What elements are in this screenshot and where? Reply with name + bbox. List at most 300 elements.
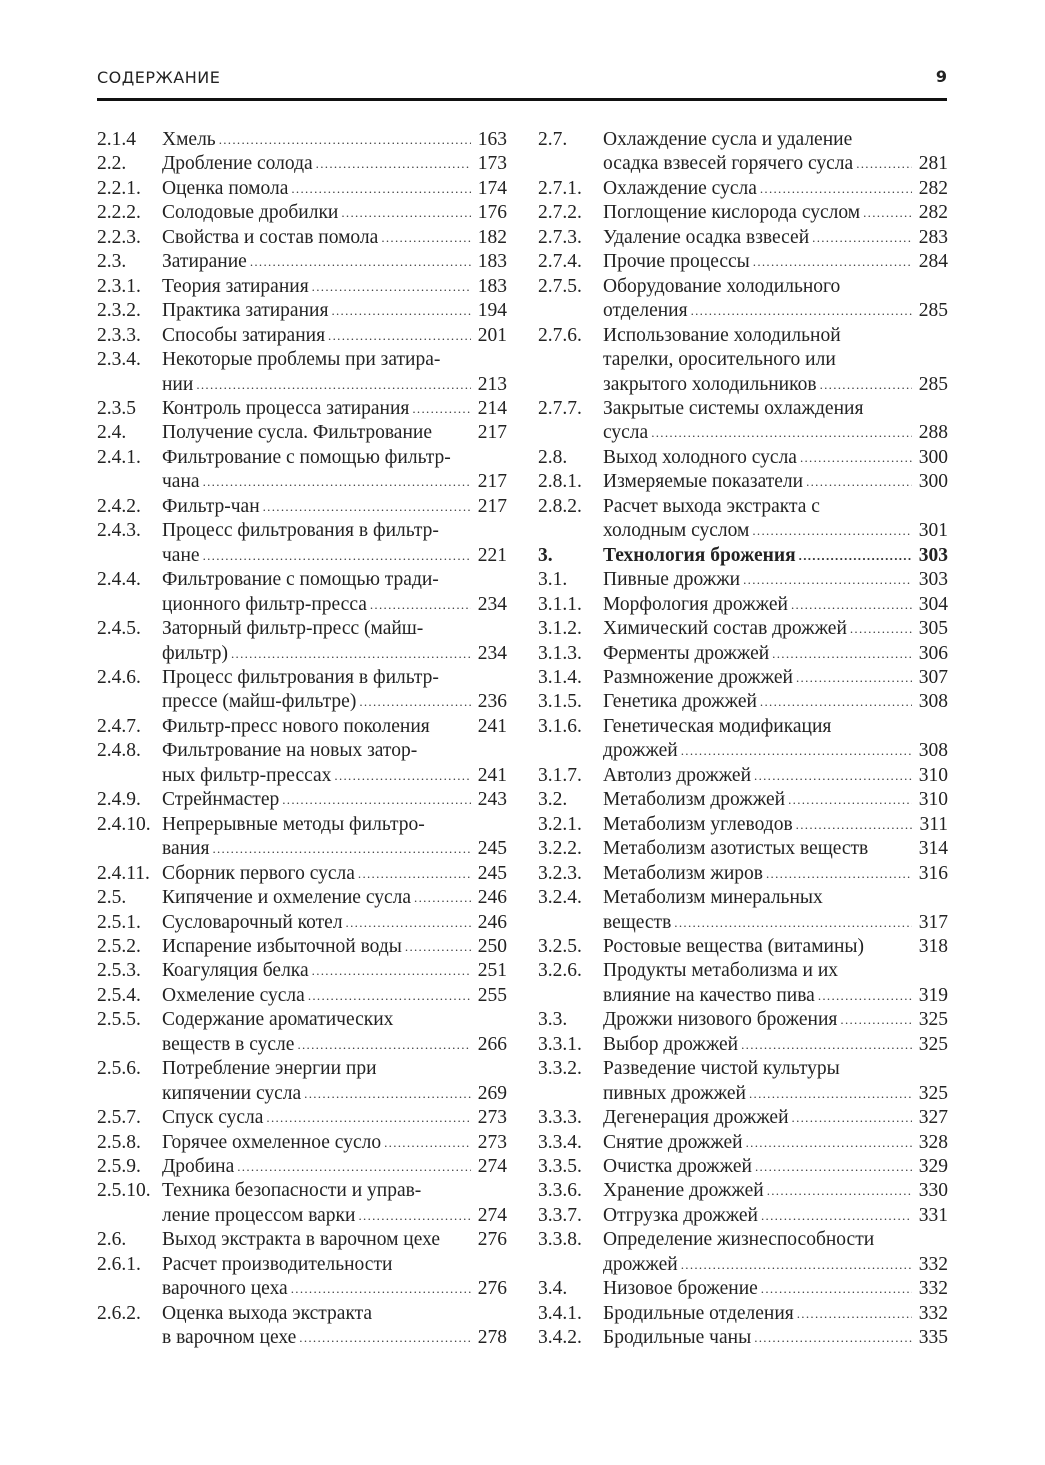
dot-leader xyxy=(370,593,471,617)
title-last-line xyxy=(603,984,948,1008)
page-ref: 328 xyxy=(918,1131,948,1153)
entry-title xyxy=(162,201,507,225)
section-number: 2.4.4. xyxy=(97,569,141,591)
page-ref: 269 xyxy=(477,1082,507,1104)
section-number: 2.4.9. xyxy=(97,789,141,811)
entry-title xyxy=(162,666,507,715)
toc-entry[interactable] xyxy=(538,764,948,788)
title-line: Испарение избыточной воды xyxy=(162,935,402,957)
dot-leader xyxy=(788,788,912,812)
toc-entry[interactable] xyxy=(538,1302,948,1326)
title-last-line xyxy=(162,1082,507,1106)
dot-leader xyxy=(405,935,471,959)
title-line: Поглощение кислорода суслом xyxy=(603,202,861,224)
title-line: Затирание xyxy=(162,251,247,273)
page-ref: 282 xyxy=(918,202,948,224)
title-line: Выход холодного сусла xyxy=(603,446,797,468)
section-number: 2.4.5. xyxy=(97,618,141,640)
toc-entry[interactable] xyxy=(538,935,948,959)
page-ref: 173 xyxy=(477,153,507,175)
title-line: Коагуляция белка xyxy=(162,960,309,982)
page-ref: 311 xyxy=(919,813,948,835)
section-number: 2.5.1. xyxy=(97,911,141,933)
entry-title xyxy=(603,935,948,959)
toc-entry[interactable] xyxy=(538,397,948,446)
title-last-line xyxy=(603,1179,948,1203)
title-last-line xyxy=(603,152,948,176)
section-number: 3.3.3. xyxy=(538,1107,582,1129)
page-ref: 274 xyxy=(477,1204,507,1226)
entry-title xyxy=(603,201,948,225)
page-ref: 331 xyxy=(918,1204,948,1226)
toc-entry[interactable] xyxy=(538,666,948,690)
page-ref: 274 xyxy=(477,1156,507,1178)
entry-title xyxy=(603,666,948,690)
dot-leader xyxy=(761,1277,912,1301)
entry-title xyxy=(603,959,948,1008)
page-ref: 194 xyxy=(477,300,507,322)
section-number: 3.1.7. xyxy=(538,764,582,786)
title-line: ционного фильтр-пресса xyxy=(162,593,367,615)
title-last-line xyxy=(162,764,507,788)
title-line: Дрожжи низового брожения xyxy=(603,1009,838,1031)
toc-entry[interactable] xyxy=(97,299,507,323)
entry-title xyxy=(162,568,507,617)
page-ref: 246 xyxy=(477,887,507,909)
dot-leader xyxy=(358,1204,471,1228)
entry-title xyxy=(162,250,507,274)
title-line: Ферменты дрожжей xyxy=(603,642,770,664)
toc-entry[interactable] xyxy=(97,1228,507,1252)
section-number: 3.1. xyxy=(538,569,568,591)
title-line: Оборудование холодильного xyxy=(603,275,841,297)
toc-entry[interactable] xyxy=(97,250,507,274)
dot-leader xyxy=(743,568,912,592)
page-ref: 183 xyxy=(477,275,507,297)
title-line: Непрерывные методы фильтро- xyxy=(162,813,425,835)
title-last-line xyxy=(162,886,507,910)
toc-entry[interactable] xyxy=(538,1179,948,1203)
title-last-line xyxy=(162,715,507,739)
toc-entry[interactable] xyxy=(97,813,507,862)
title-last-line xyxy=(162,1204,507,1228)
title-line: нии xyxy=(162,373,194,395)
toc-entry[interactable] xyxy=(97,446,507,495)
entry-title xyxy=(603,226,948,250)
title-last-line xyxy=(162,984,507,1008)
page-ref: 319 xyxy=(918,984,948,1006)
toc-entry[interactable] xyxy=(538,495,948,544)
toc-entry[interactable] xyxy=(97,1302,507,1351)
title-last-line xyxy=(162,642,507,666)
entry-title xyxy=(162,813,507,862)
section-number: 2.7.7. xyxy=(538,397,582,419)
page-ref: 241 xyxy=(477,715,507,737)
title-last-line xyxy=(162,152,507,176)
toc-entry[interactable] xyxy=(538,1155,948,1179)
section-number: 2.7. xyxy=(538,129,568,150)
title-line: Метаболизм минеральных xyxy=(603,887,823,909)
entry-title xyxy=(162,739,507,788)
toc-entry[interactable] xyxy=(538,324,948,397)
entry-title xyxy=(603,397,948,446)
dot-leader xyxy=(796,813,912,837)
section-number: 2.1.4 xyxy=(97,129,136,150)
toc-entry[interactable] xyxy=(538,470,948,494)
dot-leader xyxy=(818,984,912,1008)
title-line: Фильтрование на новых затор- xyxy=(162,740,418,762)
dot-leader xyxy=(282,788,471,812)
entry-title xyxy=(162,275,507,299)
title-line: Стрейнмастер xyxy=(162,789,280,811)
page-ref: 281 xyxy=(918,153,948,175)
section-number: 2.7.1. xyxy=(538,177,582,199)
toc-entry[interactable] xyxy=(97,666,507,715)
toc-entry[interactable] xyxy=(538,690,948,714)
dot-leader xyxy=(812,226,912,250)
title-line: Техника безопасности и управ- xyxy=(162,1180,422,1202)
dot-leader xyxy=(412,397,471,421)
page-ref: 285 xyxy=(918,373,948,395)
title-last-line xyxy=(603,1326,948,1350)
toc-entry[interactable] xyxy=(97,421,507,445)
dot-leader xyxy=(237,1155,471,1179)
toc-entry[interactable] xyxy=(538,568,948,592)
entry-title xyxy=(162,495,507,519)
page-ref: 163 xyxy=(477,129,507,150)
toc-entry[interactable] xyxy=(538,275,948,324)
toc-entry[interactable] xyxy=(97,1008,507,1057)
toc-entry[interactable] xyxy=(97,1179,507,1228)
dot-leader xyxy=(346,911,471,935)
title-last-line xyxy=(603,1008,948,1032)
page-ref: 335 xyxy=(918,1327,948,1349)
toc-entry[interactable] xyxy=(538,593,948,617)
page-ref: 214 xyxy=(477,397,507,419)
toc-entry[interactable] xyxy=(97,519,507,568)
toc-entry[interactable] xyxy=(97,935,507,959)
page-ref: 201 xyxy=(477,324,507,346)
toc-entry[interactable] xyxy=(538,862,948,886)
title-line: Продукты метаболизма и их xyxy=(603,960,839,982)
dot-leader xyxy=(203,470,471,494)
toc-entry[interactable] xyxy=(97,959,507,983)
title-line: Фильтрование с помощью фильтр- xyxy=(162,446,451,468)
section-number: 3.2.1. xyxy=(538,813,582,835)
entry-title xyxy=(603,593,948,617)
toc-entry[interactable] xyxy=(97,1253,507,1302)
toc-entry[interactable] xyxy=(538,1057,948,1106)
toc-entry[interactable] xyxy=(538,788,948,812)
toc-entry[interactable] xyxy=(538,1008,948,1032)
title-last-line xyxy=(603,1155,948,1179)
section-number: 2.7.6. xyxy=(538,324,582,346)
dot-leader xyxy=(691,299,912,323)
toc-entry[interactable] xyxy=(538,1033,948,1057)
title-last-line xyxy=(162,128,507,152)
dot-leader xyxy=(331,299,471,323)
title-line: Оценка помола xyxy=(162,177,289,199)
title-line: Дробина xyxy=(162,1156,235,1178)
title-line: Охлаждение сусла и удаление xyxy=(603,129,853,150)
title-last-line xyxy=(603,226,948,250)
toc-entry[interactable] xyxy=(538,177,948,201)
toc-entry[interactable] xyxy=(97,177,507,201)
toc-column-left xyxy=(97,128,507,1351)
page-ref: 176 xyxy=(477,202,507,224)
section-number: 3.2.4. xyxy=(538,887,582,909)
page-ref: 182 xyxy=(477,226,507,248)
section-number: 2.5. xyxy=(97,887,127,909)
page-ref: 316 xyxy=(918,862,948,884)
section-number: 3.2.2. xyxy=(538,838,582,860)
dot-leader xyxy=(291,1277,471,1301)
toc-entry[interactable] xyxy=(538,201,948,225)
title-last-line xyxy=(603,1082,948,1106)
dot-leader xyxy=(754,764,912,788)
page-ref: 213 xyxy=(477,373,507,395)
page-ref: 278 xyxy=(477,1327,507,1349)
dot-leader xyxy=(681,739,912,763)
page-ref: 283 xyxy=(918,226,948,248)
section-number: 3. xyxy=(538,544,553,566)
toc-entry[interactable] xyxy=(97,1106,507,1130)
title-last-line xyxy=(162,1326,507,1350)
title-line: Очистка дрожжей xyxy=(603,1156,752,1178)
toc-entry[interactable] xyxy=(538,1228,948,1277)
toc-entry[interactable] xyxy=(538,837,948,861)
entry-title xyxy=(603,788,948,812)
page-ref: 310 xyxy=(918,789,948,811)
section-number: 2.7.4. xyxy=(538,251,582,273)
dot-leader xyxy=(328,324,471,348)
entry-title xyxy=(162,226,507,250)
section-number: 3.3. xyxy=(538,1009,568,1031)
toc-entry[interactable] xyxy=(97,739,507,788)
title-last-line xyxy=(162,421,507,445)
toc-entry[interactable] xyxy=(97,324,507,348)
toc-entry[interactable] xyxy=(97,886,507,910)
dot-leader xyxy=(381,226,471,250)
dot-leader xyxy=(760,690,912,714)
section-number: 3.3.5. xyxy=(538,1156,582,1178)
toc-entry[interactable] xyxy=(97,617,507,666)
section-number: 2.5.5. xyxy=(97,1009,141,1031)
dot-leader xyxy=(767,1179,912,1203)
toc-entry[interactable] xyxy=(97,984,507,1008)
toc-entry[interactable] xyxy=(538,226,948,250)
section-number: 3.2.5. xyxy=(538,935,582,957)
entry-title xyxy=(603,324,948,397)
toc-entry[interactable] xyxy=(538,544,948,568)
toc-entry[interactable] xyxy=(538,1204,948,1228)
section-number: 2.2.3. xyxy=(97,226,141,248)
dot-leader xyxy=(752,519,912,543)
dot-leader xyxy=(799,544,912,568)
toc-entry[interactable] xyxy=(538,128,948,177)
entry-title xyxy=(603,1155,948,1179)
section-number: 2.3.4. xyxy=(97,349,141,371)
section-number: 2.5.2. xyxy=(97,935,141,957)
section-number: 2.5.7. xyxy=(97,1107,141,1129)
title-line: Хмель xyxy=(162,129,216,150)
page-ref: 303 xyxy=(918,569,948,591)
page-ref: 174 xyxy=(477,177,507,199)
toc-entry[interactable] xyxy=(97,201,507,225)
title-line: Содержание ароматических xyxy=(162,1009,394,1031)
entry-title xyxy=(162,911,507,935)
page-ref: 303 xyxy=(918,544,948,566)
dot-leader xyxy=(312,275,471,299)
title-last-line xyxy=(162,593,507,617)
title-line: Бродильные чаны xyxy=(603,1327,752,1349)
entry-title xyxy=(162,984,507,1008)
title-line: Метаболизм жиров xyxy=(603,862,763,884)
section-number: 3.3.4. xyxy=(538,1131,582,1153)
section-number: 2.4.2. xyxy=(97,495,141,517)
section-number: 2.4. xyxy=(97,422,127,444)
dot-leader xyxy=(840,1008,912,1032)
title-line: Дробление солода xyxy=(162,153,313,175)
title-last-line xyxy=(162,299,507,323)
dot-leader xyxy=(800,446,912,470)
dot-leader xyxy=(797,1302,912,1326)
page-ref: 300 xyxy=(918,471,948,493)
title-last-line xyxy=(603,373,948,397)
page-ref: 325 xyxy=(918,1009,948,1031)
section-number: 2.4.7. xyxy=(97,715,141,737)
title-line: Охлаждение сусла xyxy=(603,177,757,199)
toc-entry[interactable] xyxy=(97,128,507,152)
dot-leader xyxy=(741,1033,912,1057)
page-ref: 245 xyxy=(477,862,507,884)
page-ref: 183 xyxy=(477,251,507,273)
title-line: Потребление энергии при xyxy=(162,1058,377,1080)
page-ref: 285 xyxy=(918,300,948,322)
entry-title xyxy=(603,1057,948,1106)
toc-entry[interactable] xyxy=(97,862,507,886)
page-ref: 217 xyxy=(477,422,507,444)
page-ref: 273 xyxy=(477,1107,507,1129)
title-last-line xyxy=(603,446,948,470)
title-last-line xyxy=(162,1106,507,1130)
dot-leader xyxy=(291,177,471,201)
title-line: веществ в сусле xyxy=(162,1033,295,1055)
toc-entry[interactable] xyxy=(538,1277,948,1301)
toc-entry[interactable] xyxy=(97,1155,507,1179)
title-last-line xyxy=(162,935,507,959)
toc-entry[interactable] xyxy=(538,1106,948,1130)
title-last-line xyxy=(603,544,948,568)
dot-leader xyxy=(674,911,912,935)
title-line: Размножение дрожжей xyxy=(603,666,793,688)
toc-entry[interactable] xyxy=(538,1326,948,1350)
toc-entry[interactable] xyxy=(538,642,948,666)
toc-entry[interactable] xyxy=(538,886,948,935)
title-last-line xyxy=(162,1228,507,1252)
entry-title xyxy=(162,397,507,421)
page-ref: 246 xyxy=(477,911,507,933)
toc-entry[interactable] xyxy=(538,1131,948,1155)
toc-entry[interactable] xyxy=(97,397,507,421)
toc-entry[interactable] xyxy=(97,152,507,176)
entry-title xyxy=(162,348,507,397)
dot-leader xyxy=(297,1033,471,1057)
entry-title xyxy=(603,1131,948,1155)
toc-entry[interactable] xyxy=(97,1057,507,1106)
entry-title xyxy=(162,788,507,812)
title-line: Бродильные отделения xyxy=(603,1302,794,1324)
toc-entry[interactable] xyxy=(97,1131,507,1155)
toc-entry[interactable] xyxy=(97,275,507,299)
entry-title xyxy=(603,886,948,935)
dot-leader xyxy=(212,837,471,861)
dot-leader xyxy=(359,690,471,714)
toc-entry[interactable] xyxy=(538,813,948,837)
section-number: 2.7.3. xyxy=(538,226,582,248)
page-ref: 236 xyxy=(477,691,507,713)
toc-entry[interactable] xyxy=(538,959,948,1008)
title-last-line xyxy=(162,226,507,250)
section-number: 2.4.10. xyxy=(97,813,151,835)
entry-title xyxy=(603,837,948,861)
dot-leader xyxy=(266,1106,471,1130)
page-ref: 266 xyxy=(477,1033,507,1055)
toc-entry[interactable] xyxy=(97,911,507,935)
page-ref: 241 xyxy=(477,764,507,786)
page-ref: 307 xyxy=(918,666,948,688)
section-number: 3.4.1. xyxy=(538,1302,582,1324)
dot-leader xyxy=(358,862,471,886)
title-last-line xyxy=(603,690,948,714)
toc-entry[interactable] xyxy=(538,617,948,641)
entry-title xyxy=(603,568,948,592)
dot-leader xyxy=(414,886,471,910)
title-line: холодным суслом xyxy=(603,520,750,542)
section-number: 2.5.3. xyxy=(97,960,141,982)
title-line: Генетическая модификация xyxy=(603,715,832,737)
toc-entry[interactable] xyxy=(97,495,507,519)
toc-entry[interactable] xyxy=(97,226,507,250)
section-number: 2.5.10. xyxy=(97,1180,151,1202)
page-ref: 288 xyxy=(918,422,948,444)
dot-leader xyxy=(334,764,471,788)
toc-entry[interactable] xyxy=(97,348,507,397)
title-last-line xyxy=(162,470,507,494)
toc-entry[interactable] xyxy=(538,250,948,274)
title-line: Сусловарочный котел xyxy=(162,911,343,933)
title-line: вания xyxy=(162,838,210,860)
dot-leader xyxy=(796,666,912,690)
title-last-line xyxy=(603,617,948,641)
page-ref: 234 xyxy=(477,593,507,615)
section-title: СОДЕРЖАНИЕ xyxy=(97,68,221,87)
title-last-line xyxy=(603,739,948,763)
toc-entry[interactable] xyxy=(538,446,948,470)
toc-entry[interactable] xyxy=(97,788,507,812)
toc-entry[interactable] xyxy=(538,715,948,764)
entry-title xyxy=(162,715,507,739)
entry-title xyxy=(603,1277,948,1301)
section-number: 3.3.1. xyxy=(538,1033,582,1055)
title-line: дрожжей xyxy=(603,740,678,762)
section-number: 2.4.11. xyxy=(97,862,150,884)
toc-entry[interactable] xyxy=(97,568,507,617)
title-line: Сборник первого сусла xyxy=(162,862,355,884)
section-number: 3.1.1. xyxy=(538,593,582,615)
entry-title xyxy=(162,1253,507,1302)
toc-entry[interactable] xyxy=(97,715,507,739)
